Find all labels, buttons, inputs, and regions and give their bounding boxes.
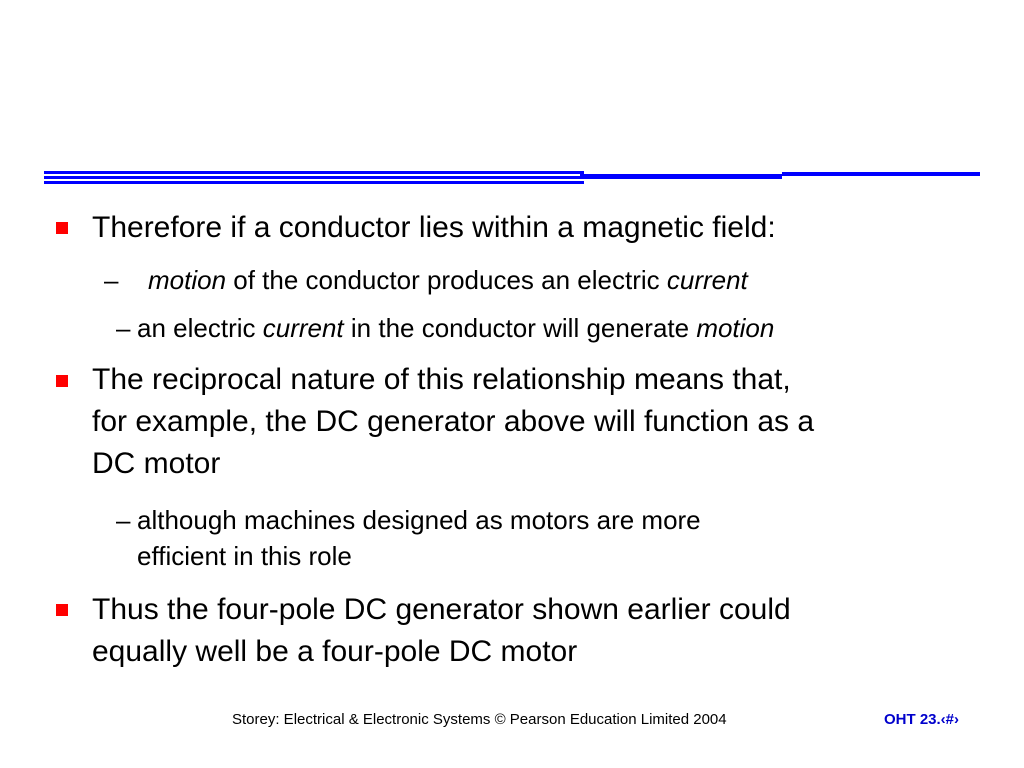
sub-bullet-1-1-text	[148, 262, 1008, 298]
sub-bullet-1-2-run-2: current	[262, 313, 344, 343]
bullet-3-line-1: Thus the four-pole DC generator shown earlier could	[92, 593, 791, 626]
bullet-3-text	[92, 589, 1002, 673]
footer-credit: Storey: Electrical & Electronic Systems © Pearson Education Limited 2004	[232, 711, 727, 728]
bullet-3-line-2: equally well be a four-pole DC motor	[92, 635, 578, 668]
sub-bullet-1-2-text	[137, 310, 997, 346]
sub-bullet-1-2-run-3: in the conductor will generate	[343, 313, 697, 343]
bullet-1-text: Therefore if a conductor lies within a magnetic field:	[92, 211, 776, 244]
slide-number: OHT 23.‹#›	[884, 711, 960, 728]
bullet-2-line-3: DC motor	[92, 447, 221, 480]
sub-bullet-1-1-run-3: current	[666, 265, 748, 295]
sub-bullet-2-1-text	[137, 502, 997, 574]
sub-bullet-1-2-run-4: motion	[696, 313, 775, 343]
sub-bullet-1-1-run-1: motion	[148, 265, 227, 295]
bullet-2-text	[92, 359, 1002, 485]
sub-bullet-1-1-dash: –	[104, 265, 119, 295]
sub-bullet-1-1-run-2: of the conductor produces an electric	[226, 265, 667, 295]
sub-bullet-2-1-line-1: although machines designed as motors are more	[137, 505, 701, 535]
bullet-marker-1	[56, 222, 68, 234]
sub-bullet-2-1-line-2: efficient in this role	[137, 541, 352, 571]
bullet-marker-2	[56, 375, 68, 387]
sub-bullet-1-2-run-1: an electric	[137, 313, 263, 343]
bullet-2-line-1: The reciprocal nature of this relationship means that,	[92, 363, 791, 396]
bullet-2-line-2: for example, the DC generator above will function as a	[92, 405, 815, 438]
sub-bullet-2-1-dash: –	[116, 505, 131, 535]
bullet-marker-3	[56, 604, 68, 616]
sub-bullet-1-2-dash: –	[116, 313, 131, 343]
